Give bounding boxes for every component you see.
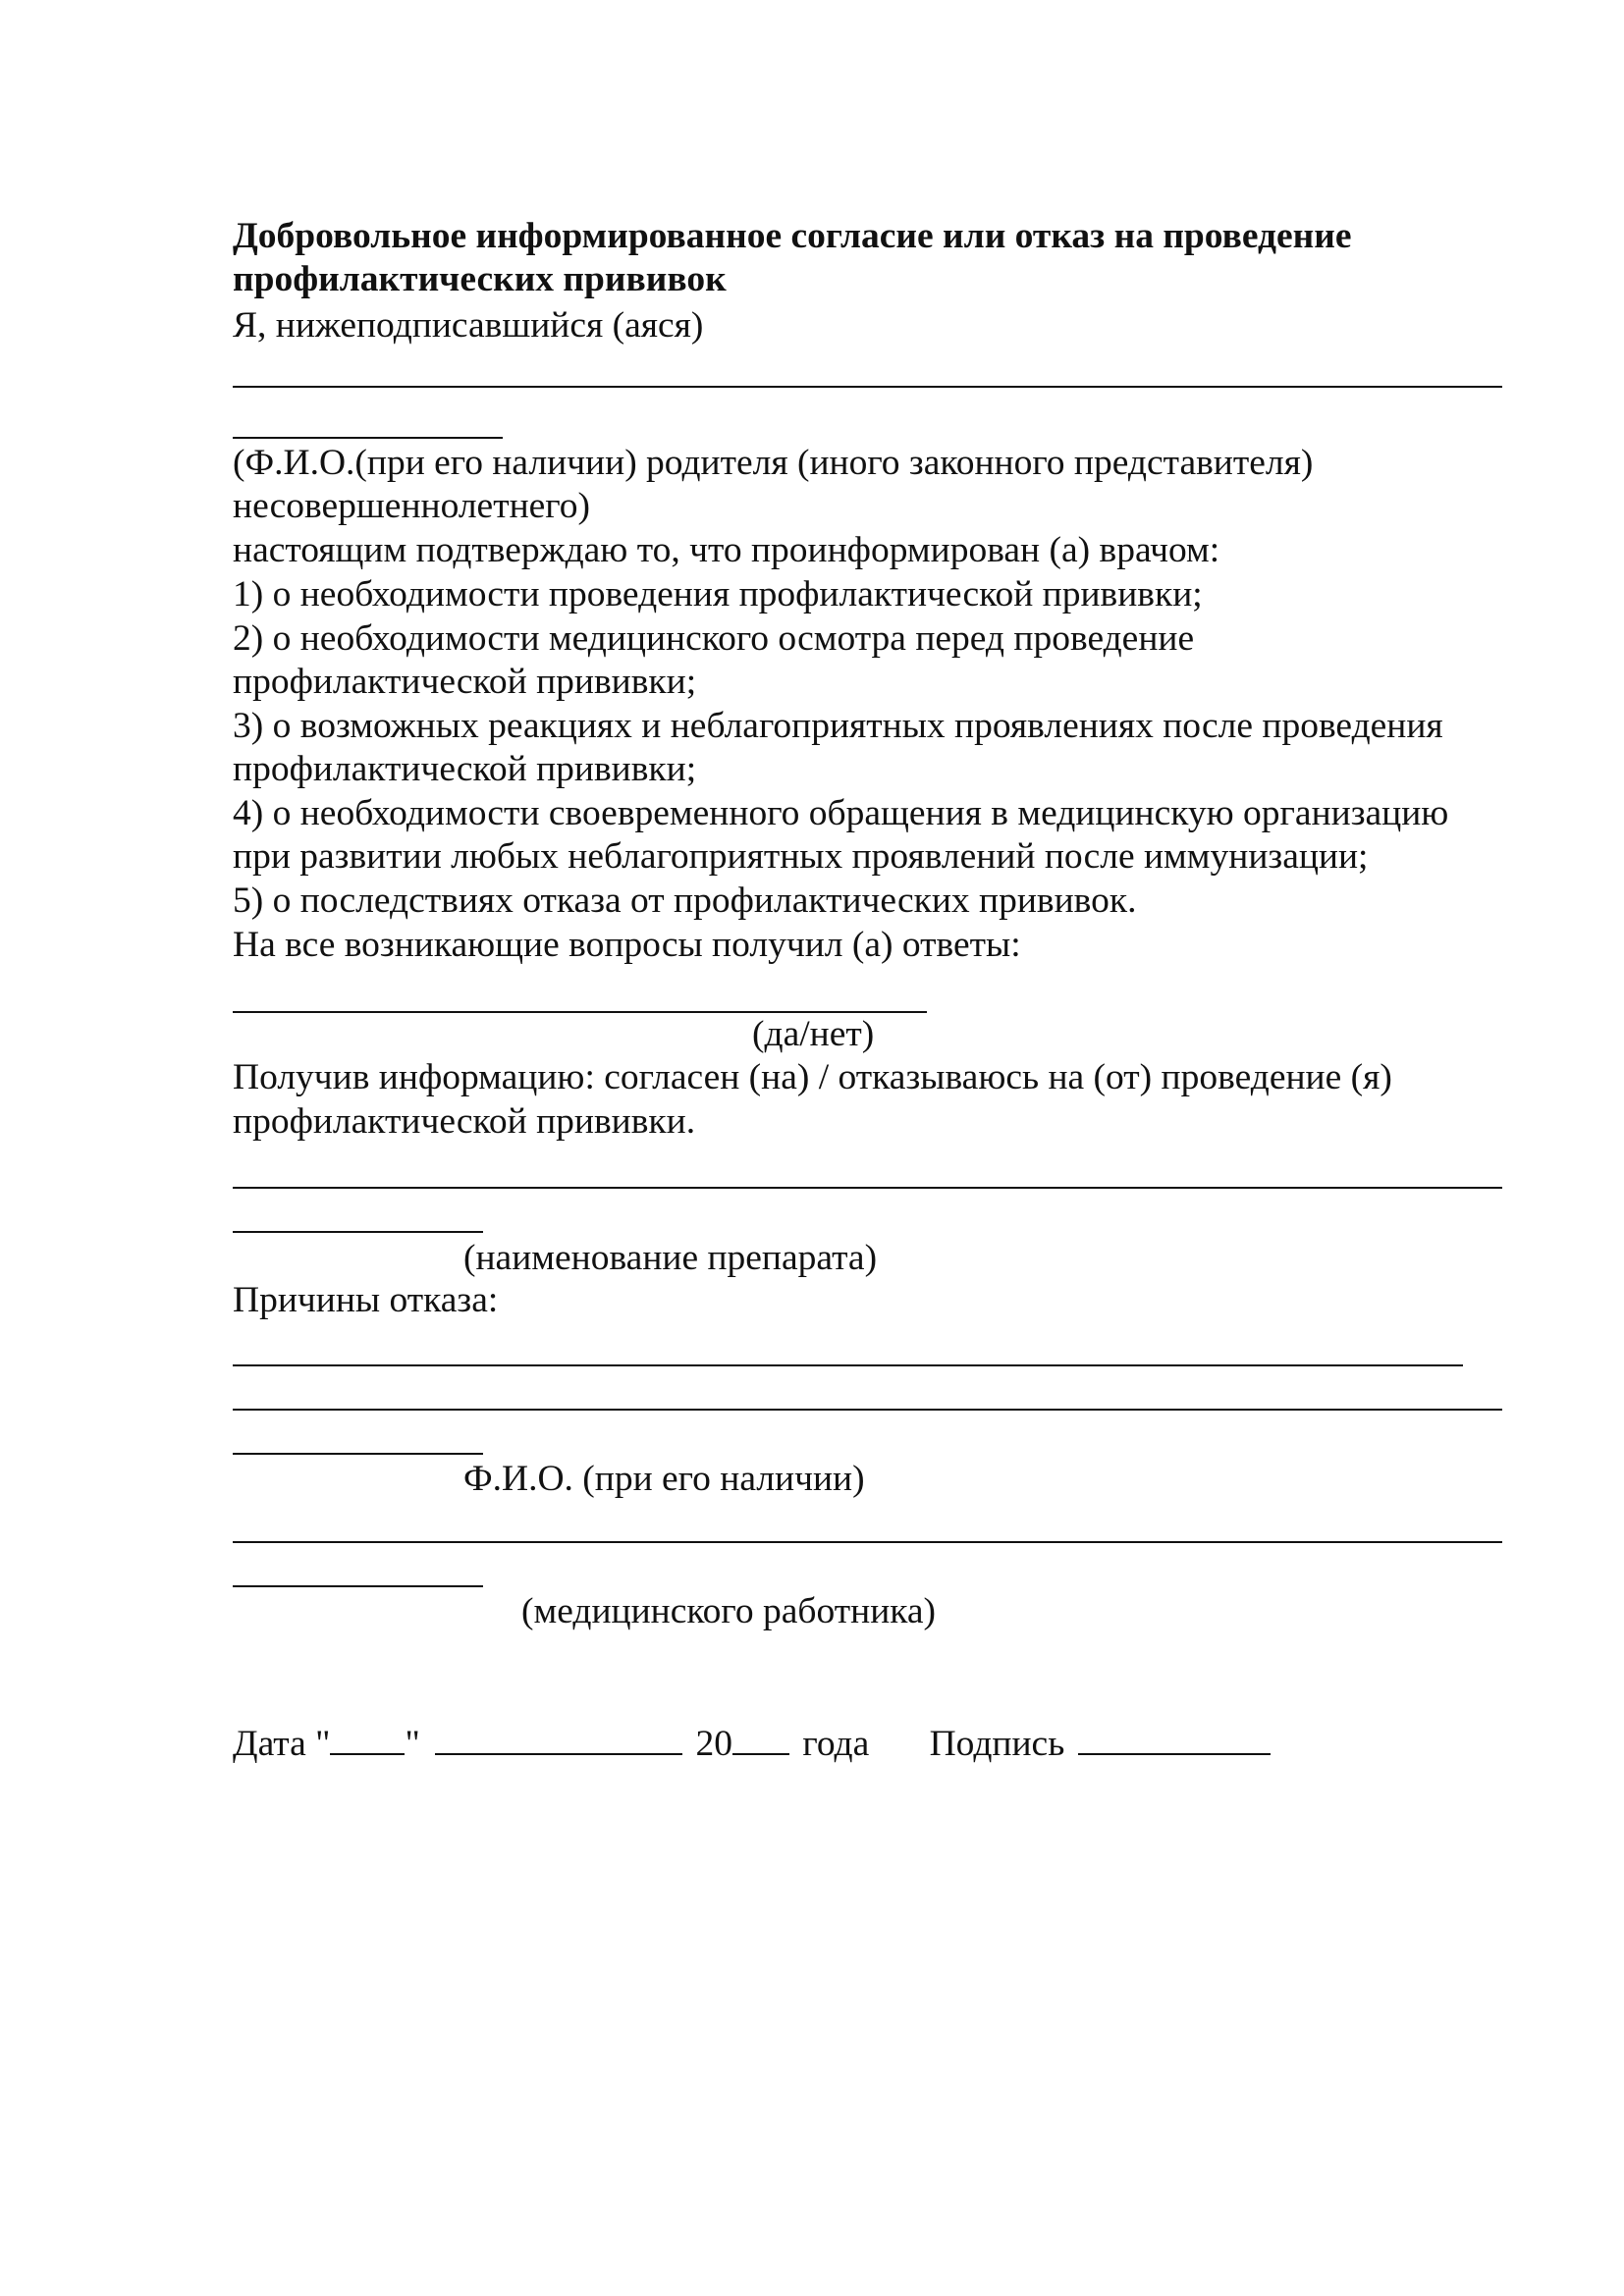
fio-field-line[interactable] <box>233 1453 483 1455</box>
medic-name-field-line-2[interactable] <box>233 1585 483 1587</box>
refusal-reason-line[interactable] <box>233 1364 1463 1366</box>
refusal-label: Причины отказа: <box>233 1280 499 1320</box>
parent-caption-line-1: (Ф.И.О.(при его наличии) родителя (иного законного представителя) <box>233 443 1314 483</box>
year-prefix: 20 <box>695 1724 732 1764</box>
date-label: Дата " <box>233 1724 331 1764</box>
signature-label: Подпись <box>929 1724 1065 1764</box>
list-item: 1) о необходимости проведения профилактической прививки; <box>233 574 1203 614</box>
parent-name-field-line[interactable] <box>233 386 1502 388</box>
date-quote-close: " <box>405 1724 420 1764</box>
preparation-caption: (наименование препарата) <box>463 1238 878 1278</box>
decision-line-2: профилактической прививки. <box>233 1101 696 1142</box>
medic-caption: (медицинского работника) <box>521 1591 937 1631</box>
signature-field[interactable] <box>1078 1724 1271 1755</box>
list-item: при развитии любых неблагоприятных проявлений после иммунизации; <box>233 836 1369 877</box>
questions-text: На все возникающие вопросы получил (а) ответы: <box>233 925 1021 965</box>
document-title-line-1: Добровольное информированное согласие или отказ на проведение <box>233 216 1352 256</box>
list-item: 2) о необходимости медицинского осмотра перед проведение <box>233 618 1195 659</box>
medic-name-field-line[interactable] <box>233 1541 1502 1543</box>
date-signature-row <box>233 1723 1271 1766</box>
document-title-line-2: профилактических прививок <box>233 259 727 299</box>
date-month-field[interactable] <box>435 1724 682 1755</box>
list-item: 4) о необходимости своевременного обращения в медицинскую организацию <box>233 793 1449 833</box>
yes-no-caption: (да/нет) <box>752 1014 875 1054</box>
list-item: профилактической прививки; <box>233 749 697 789</box>
preparation-field-line-2[interactable] <box>233 1231 483 1233</box>
parent-caption-line-2: несовершеннолетнего) <box>233 486 590 526</box>
intro-text: Я, нижеподписавшийся (аяся) <box>233 305 704 346</box>
confirm-text: настоящим подтверждаю то, что проинформирован (а) врачом: <box>233 530 1220 570</box>
preparation-field-line[interactable] <box>233 1187 1502 1189</box>
year-field[interactable] <box>732 1724 789 1755</box>
list-item: профилактической прививки; <box>233 662 697 702</box>
decision-line-1: Получив информацию: согласен (на) / отказываюсь на (от) проведение (я) <box>233 1057 1392 1097</box>
parent-name-field-line-2[interactable] <box>233 437 503 439</box>
refusal-reason-line[interactable] <box>233 1409 1502 1411</box>
year-suffix: года <box>802 1724 870 1764</box>
fio-caption: Ф.И.О. (при его наличии) <box>463 1459 865 1499</box>
date-day-field[interactable] <box>330 1724 405 1755</box>
list-item: 3) о возможных реакциях и неблагоприятных проявлениях после проведения <box>233 706 1443 746</box>
list-item: 5) о последствиях отказа от профилактических прививок. <box>233 881 1137 921</box>
